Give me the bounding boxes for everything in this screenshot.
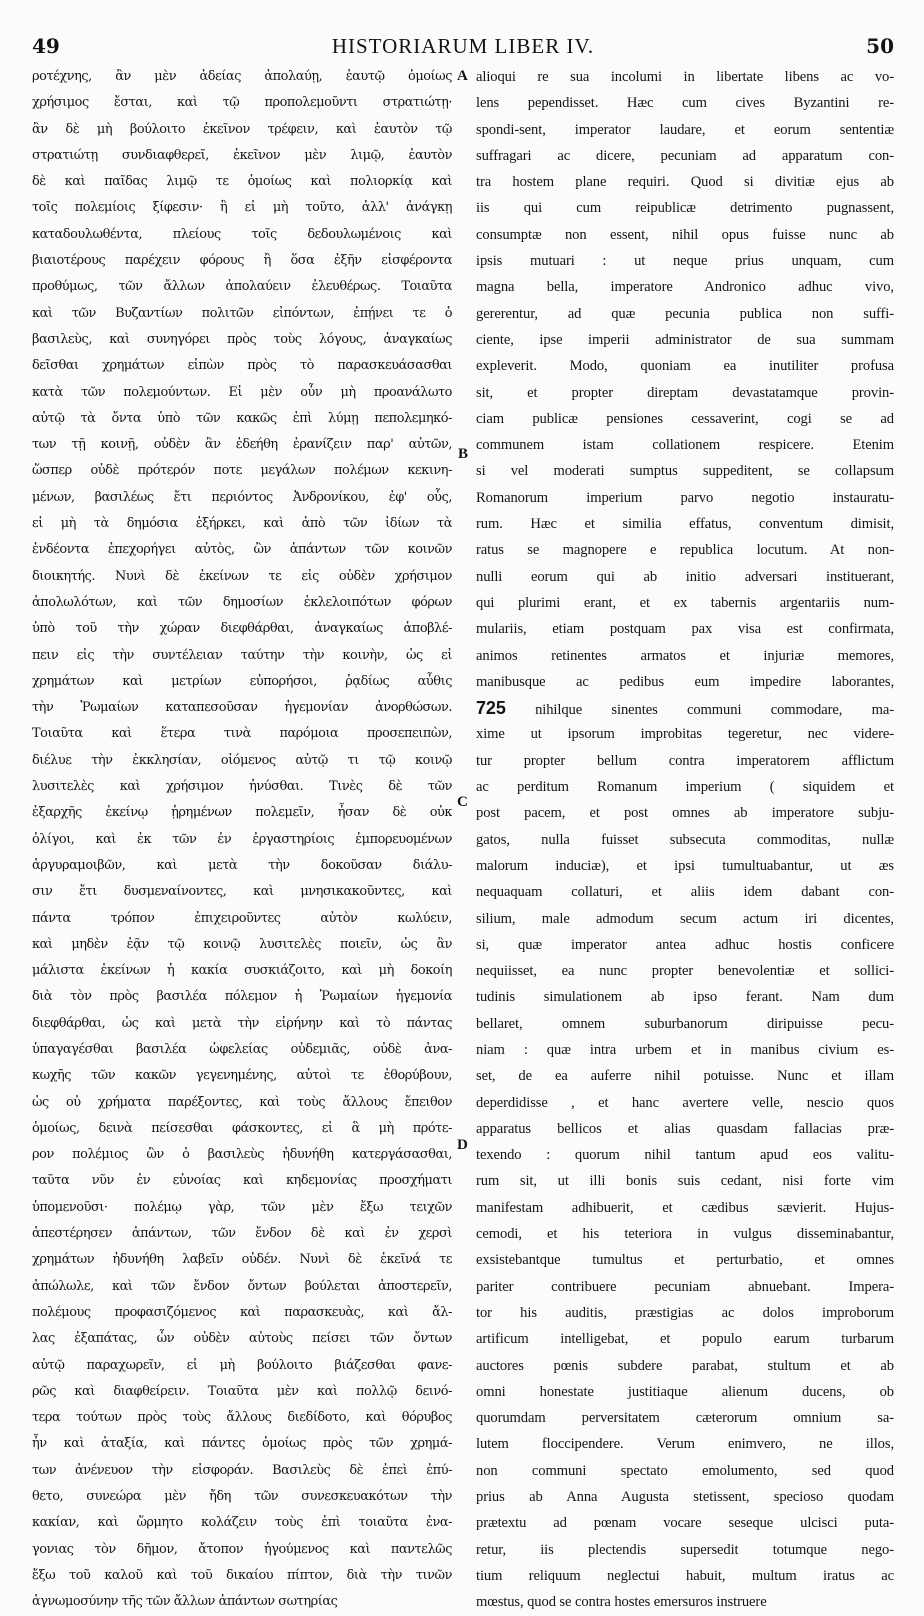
latin-text-line: communem istam collationem respicere. Etenim [476, 437, 894, 454]
latin-text-line: quorumdam perversitatem cæterorum omnium sa- [476, 1410, 894, 1427]
latin-text-line: ac perditum Romanum imperium ( siquidem et [476, 779, 894, 796]
greek-text-line: αὐτῷ παραχωρεῖν, εἰ μὴ βούλοιτο βιάζεσθαι φανε- [32, 1357, 452, 1373]
greek-text-line: πάντα τρόπον ἐπιχειροῦντες αὐτὸν κωλύειν, [32, 910, 452, 926]
greek-text-line: των τῇ κοινῇ, οὐδὲν ἂν ἐδεήθη ἐρανίζειν παρ' αὐτῶν, [32, 437, 452, 453]
latin-text-line: ipsis mutuari : ut neque prius unquam, cum [476, 253, 894, 270]
running-title: HISTORIARUM LIBER IV. [331, 34, 595, 58]
greek-text-line: προθύμως, τῶν ἄλλων ἀπολαύειν ἐλευθέρως. Τοιαῦτα [32, 279, 452, 295]
greek-text-line: τερα τούτων πρὸς τοὺς ἄλλους διεδίδοτο, καὶ θόρυβος [32, 1410, 452, 1426]
latin-text-line: suffragari ac dicere, pecuniam ad apparatum con- [476, 147, 894, 164]
latin-text-line: tium reliquum neglectui habuit, multum iratus ac [476, 1567, 894, 1584]
latin-text-line: Romanorum imperium parvo negotio instauratu- [476, 489, 894, 506]
greek-text-line: λυσιτελὲς καὶ χρήσιμον ἠνύσθαι. Τινὲς δὲ τῶν [32, 779, 452, 795]
page-number-left: 49 [32, 34, 60, 58]
greek-text-line: μάλιστα ἐκείνων ἡ κακία συσκιάζοιτο, καὶ μὴ δοκοίη [32, 963, 452, 979]
latin-text-line: mulariis, etiam postquam pax visa est confirmata, [476, 621, 894, 638]
latin-text-line: texendo : quorum nihil tantum apud eos valitu- [476, 1147, 894, 1164]
latin-text-line: nequiisset, ea nunc propter benevolentiæ et sollici- [476, 963, 894, 980]
greek-text-line: ἀπώλωλε, καὶ τῶν ἔνδον ὄντων βούλεται ἀποστερεῖν, [32, 1278, 452, 1294]
greek-text-line: ἂν δὲ μὴ βούλοιτο ἐκεῖνον τρέφειν, καὶ ἑαυτὸν τῷ [32, 121, 452, 137]
greek-text-line: χρημάτων ἠδυνήθη λαβεῖν οὐδέν. Νυνὶ δὲ ἐκεῖνά τε [32, 1252, 452, 1268]
latin-text-line: malorum induciæ), et ipsi tumultuabantur, ut æs [476, 857, 894, 874]
latin-text-line: lutem floccipendere. Verum enimvero, ne illos, [476, 1436, 894, 1453]
page-number-right: 50 [866, 34, 894, 58]
latin-text-line: ciente, ipse imperii administrator de sua summam [476, 331, 894, 348]
greek-text-line: ἀργυραμοιβῶν, καὶ μετὰ τὴν δοκοῦσαν διάλυ- [32, 857, 452, 873]
greek-text-line: διέλυε τὴν ἐκκλησίαν, οἰόμενος αὐτῷ τι τῷ κοινῷ [32, 752, 452, 768]
latin-text-line: magna bella, imperatore Andronico adhuc vivo, [476, 279, 894, 296]
latin-text-line: ciam publicæ pensiones cessaverint, cogi se ad [476, 410, 894, 427]
latin-text-line: nequaquam collaturi, et aliis idem dabant con- [476, 884, 894, 901]
latin-text-line: deperdidisse , et hanc avertere velle, nescio quos [476, 1094, 894, 1111]
greek-text-line: βιαιοτέρους παρέχειν φόρους ἢ ὅσα ἐξῆν εἰσφέροντα [32, 253, 452, 269]
greek-text-line: διὰ τὸν πρὸς βασιλέα πόλεμον ἡ Ῥωμαίων ἡγεμονία [32, 989, 452, 1005]
margin-letter-b: B [458, 446, 469, 462]
greek-text-line: γονιας τὸν δῆμον, ἄτοπον ἡγούμενος καὶ παντελῶς [32, 1541, 452, 1557]
latin-text-line: alioqui re sua incolumi in libertate libens ac vo- [476, 69, 894, 85]
greek-text-line: ὁμοίως, δεινὰ πείσεσθαι φάσκοντες, εἰ ἃ μὴ πρότε- [32, 1120, 452, 1136]
greek-text-line: διεφθάρθαι, ὡς καὶ μετὰ τὴν εἰρήνην καὶ τὸ πάντας [32, 1015, 452, 1031]
greek-text-line: ὑπομενοῦσι· πολέμῳ γὰρ, τῶν μὲν ἔξω τειχῶν [32, 1199, 452, 1215]
greek-text-line: ὑπαγαγέσθαι βασιλέα ὠφελείας οὐδεμιᾶς, οὐδὲ ἀνα- [32, 1041, 452, 1057]
greek-text-line: ὀλίγοι, καὶ ἐκ τῶν ἐν ἐργαστηρίοις ἐμπορευομένων [32, 831, 452, 847]
greek-text-line: των ἀνένευον τὴν εἰσφοράν. Βασιλεὺς δὲ ἐπεὶ ἐπύ- [32, 1462, 452, 1478]
latin-text-line: rum sit, ut illi bonis suis cedant, nisi forte vim [476, 1173, 894, 1190]
greek-text-line: θετο, συνεώρα μὲν ἤδη τῶν συνεσκευακότων τὴν [32, 1489, 452, 1505]
greek-text-line: τοῖς πολεμίοις ξίφεσιν· ἢ εἰ μὴ τοῦτο, ἀλλ' ἀνάγκῃ [32, 200, 452, 216]
latin-text-line: post pacem, et post omnes ab imperatore subju- [476, 805, 894, 822]
greek-text-line: βασιλεὺς, καὶ συνηγόρει πρὸς τοὺς λόγους, ἀναγκαίως [32, 331, 452, 347]
running-header [32, 34, 894, 62]
latin-text-line: gatos, nulla fuisset subsecuta commoditas, nullæ [476, 831, 894, 848]
greek-text-line: μένων, βασιλέως ἔτι περιόντος Ἀνδρονίκου, ἐφ' οὗς, [32, 489, 452, 505]
latin-text-line: tor his auditis, præstigias ac dolos improborum [476, 1304, 894, 1321]
latin-text-line: exsistebantque tumultus et perturbatio, et omnes [476, 1252, 894, 1269]
greek-text-line: ὑπὸ τοῦ τὴν χώραν διεφθάρθαι, ἀναγκαίως ἀποβλέ- [32, 621, 452, 637]
greek-text-line: ἐνδέοντα ἐπεχορήγει αὐτὸς, ὢν ἁπάντων τῶν κοινῶν [32, 542, 452, 558]
greek-text-line: ὥσπερ οὐδὲ πρότερόν ποτε μεγάλων πολέμων κεκινη- [32, 463, 452, 479]
inline-page-number: 725 [476, 698, 506, 719]
greek-text-line: κακίαν, καὶ ὥρμητο κολάζειν τοὺς ἐπὶ τοιαῦτα ἐνα- [32, 1515, 452, 1531]
greek-text-line: δὲ καὶ παῖδας λιμῷ τε ὁμοίως καὶ πολιορκίᾳ καὶ [32, 174, 452, 190]
latin-text-line: qui plurimi erant, et ex tabernis argentariis num- [476, 594, 894, 611]
latin-text-column [476, 64, 894, 1616]
greek-text-line: καὶ μηδὲν ἐᾷν τῷ κοινῷ λυσιτελὲς ποιεῖν, ὡς ἂν [32, 936, 452, 952]
greek-text-line: σιν ἔτι δυσμεναίνοντες, καὶ μνησικακοῦντες, καὶ [32, 884, 452, 900]
greek-text-line: δεῖσθαι χρημάτων εἰπὼν πρὸς τὸ παρασκευάσασθαι [32, 358, 452, 374]
greek-text-line: κωχῆς τῶν κακῶν γεγενημένης, αὐτοὶ τε ἐθορύβουν, [32, 1068, 452, 1084]
latin-text-line: prius ab Anna Augusta stetissent, specioso quodam [476, 1489, 894, 1506]
greek-text-line: ρον πολέμιος ὢν ὁ βασιλεὺς ἠδυνήθη κατεργάσασθαι, [32, 1147, 452, 1163]
latin-text-line: apparatus bellicos et alias quasdam fallacias præ- [476, 1120, 894, 1137]
greek-text-line: ἐξαρχῆς ἐκείνῳ ᾑρημένων πολεμεῖν, ἦσαν δὲ οὐκ [32, 805, 452, 821]
latin-text-line: sit, et propter direptam devastatamque provin- [476, 384, 894, 401]
greek-text-line: ροτέχνης, ἂν μὲν ἀδείας ἀπολαύῃ, ἑαυτῷ ὁμοίως [32, 69, 452, 84]
greek-text-line: κατὰ τῶν πολεμούντων. Εἰ μὲν οὖν μὴ προανάλωτο [32, 384, 452, 400]
latin-text-line: gererentur, ad quæ pecunia publica non suffi- [476, 305, 894, 322]
margin-letter-c: C [457, 794, 468, 810]
greek-text-line: πολέμους προφασιζόμενος καὶ παρασκευὰς, καὶ ἄλ- [32, 1304, 452, 1320]
latin-text-line: lens pependisset. Hæc cum cives Byzantini re- [476, 95, 894, 112]
greek-text-line: ρῶς καὶ διαφθείρειν. Τοιαῦτα μὲν καὶ πολλῷ δεινό- [32, 1383, 452, 1399]
greek-text-line: καὶ τῶν Βυζαντίων πολιτῶν εἰπόντων, ἐπῄνει τε ὁ [32, 305, 452, 321]
greek-text-column [32, 64, 452, 1616]
latin-text-line: pariter contribuere pecuniam abnuebant. Impera- [476, 1278, 894, 1295]
latin-text-line: manifestam adhibuerit, et cædibus sævierit. Hujus- [476, 1199, 894, 1216]
latin-text-line: omni honestate justitiaque alienum ducens, ob [476, 1383, 894, 1400]
latin-text-line: nulli eorum qui ab initio adversari instituerant, [476, 568, 894, 585]
greek-text-line: ἀπεστέρησεν ἁπάντων, τῶν ἔνδον δὲ καὶ ἐν χερσὶ [32, 1226, 452, 1242]
latin-text-line: 725 nihilque sinentes communi commodare, ma- [476, 698, 894, 719]
latin-text-line: si vel moderati sumptus suppeditent, se collapsum [476, 463, 894, 480]
latin-text-line: tur propter bellum contra imperatorem afflictum [476, 752, 894, 769]
latin-text-line: niam : quæ intra urbem et in manibus civium es- [476, 1041, 894, 1058]
latin-text-line: mœstus, quod se contra hostes emersuros instruere [476, 1594, 767, 1611]
greek-text-line: καταδουλωθέντα, πλείους τοῖς δεδουλωμένοις καὶ [32, 226, 452, 242]
latin-text-line: expleverit. Modo, quoniam ea inutiliter profusa [476, 358, 894, 375]
greek-text-line: τὴν Ῥωμαίων καταπεσοῦσαν ἡγεμονίαν ἀνορθώσων. [32, 700, 452, 716]
greek-text-line: διοικητής. Νυνὶ δὲ ἐκείνων τε εἰς οὐδὲν χρήσιμον [32, 568, 452, 584]
greek-text-line: λας ἐξαπάτας, ὧν οὐδὲν αὐτοὺς πείσει τῶν ὄντων [32, 1331, 452, 1347]
margin-letter-d: D [457, 1137, 468, 1153]
latin-text-line: ratus se magnopere e republica locutum. At non- [476, 542, 894, 559]
latin-text-line: prætextu ad pœnam vocare seseque ulcisci puta- [476, 1515, 894, 1532]
latin-text-line: manibusque ac pedibus eum impedire laborantes, [476, 673, 894, 690]
latin-text-line: iis qui cum reipublicæ detrimento pugnassent, [476, 200, 894, 217]
greek-text-line: χρημάτων καὶ μετρίων εὐπορήσοι, ῥᾳδίως αὖθις [32, 673, 452, 689]
latin-text-line: retur, iis plectendis supersedit totumque nego- [476, 1541, 894, 1558]
latin-text-line: set, de ea auferre nihil potuisse. Nunc et illam [476, 1068, 894, 1085]
greek-text-line: εἰ μὴ τὰ δημόσια ἐξήρκει, καὶ ἀπὸ τῶν ἰδίων τὰ [32, 516, 452, 532]
greek-text-line: ἀγνωμοσύνην τῆς τῶν ἄλλων ἁπάντων σωτηρίας [32, 1594, 338, 1610]
latin-text-line: auctores pœnis subdere parabat, stultum et ab [476, 1357, 894, 1374]
margin-letter-a: A [457, 68, 468, 84]
latin-text-line: cemodi, et his teteriora in vulgus disseminabantur, [476, 1226, 894, 1243]
latin-text-line: rum. Hæc et similia effatus, conventum dimisit, [476, 516, 894, 533]
greek-text-line: Τοιαῦτα καὶ ἕτερα τινὰ παρόμοια προσεπειπὼν, [32, 726, 452, 742]
latin-text-line: tudinis simulationem ab ipso ferant. Nam dum [476, 989, 894, 1006]
greek-text-line: ὡς οὐ χρήματα παρέξοντες, καὶ τοὺς ἄλλους ἔπειθον [32, 1094, 452, 1110]
greek-text-line: πειν εἰς τὴν συντέλειαν ταύτην τὴν κοινὴν, ὡς εἰ [32, 647, 452, 663]
latin-text-line: xime ut ipsorum improbitas tegeretur, nec videre- [476, 726, 894, 743]
greek-text-line: στρατιώτῃ συνδιαφθερεῖ, ἐκεῖνον μὲν λιμῷ, ἑαυτὸν [32, 147, 452, 163]
latin-text-line: bellaret, omnem suburbanorum diripuisse pecu- [476, 1015, 894, 1032]
greek-text-line: χρήσιμος ἔσται, καὶ τῷ προπολεμοῦντι στρατιώτῃ· [32, 95, 452, 111]
greek-text-line: ταῦτα νῦν ἐν εὐνοίας καὶ κηδεμονίας προσχήματι [32, 1173, 452, 1189]
latin-text-line: spondi-sent, imperator laudare, et eorum sententiæ [476, 121, 894, 138]
latin-text-line: non communi spectato emolumento, sed quod [476, 1462, 894, 1479]
greek-text-line: αὐτῷ τὰ ὄντα ὑπὸ τῶν κακῶς ἐπὶ λύμῃ πεπολεμηκό- [32, 410, 452, 426]
greek-text-line: ἀπολωλότων, καὶ τῶν δημοσίων ἐκλελοιπότων φόρων [32, 594, 452, 610]
latin-text-line: tra hostem plane requiri. Quod si divitiæ ejus ab [476, 174, 894, 191]
greek-text-line: ἦν καὶ ἀταξία, καὶ πάντες ὁμοίως πρὸς τῶν χρημά- [32, 1436, 452, 1452]
latin-text-line: animos retinentes armatos et injuriæ memores, [476, 647, 894, 664]
latin-text-line: silium, male admodum secum actum iri dicentes, [476, 910, 894, 927]
latin-text-line: consumptæ non essent, nihil opus fuisse nunc ab [476, 226, 894, 243]
latin-text-line: artificum intelligebat, et populo earum turbarum [476, 1331, 894, 1348]
greek-text-line: ἔξω τοῦ καλοῦ καὶ τοῦ δικαίου πίπτον, διὰ τὴν τινῶν [32, 1567, 452, 1583]
latin-text-line: si, quæ imperator antea adhuc hostis conficere [476, 936, 894, 953]
